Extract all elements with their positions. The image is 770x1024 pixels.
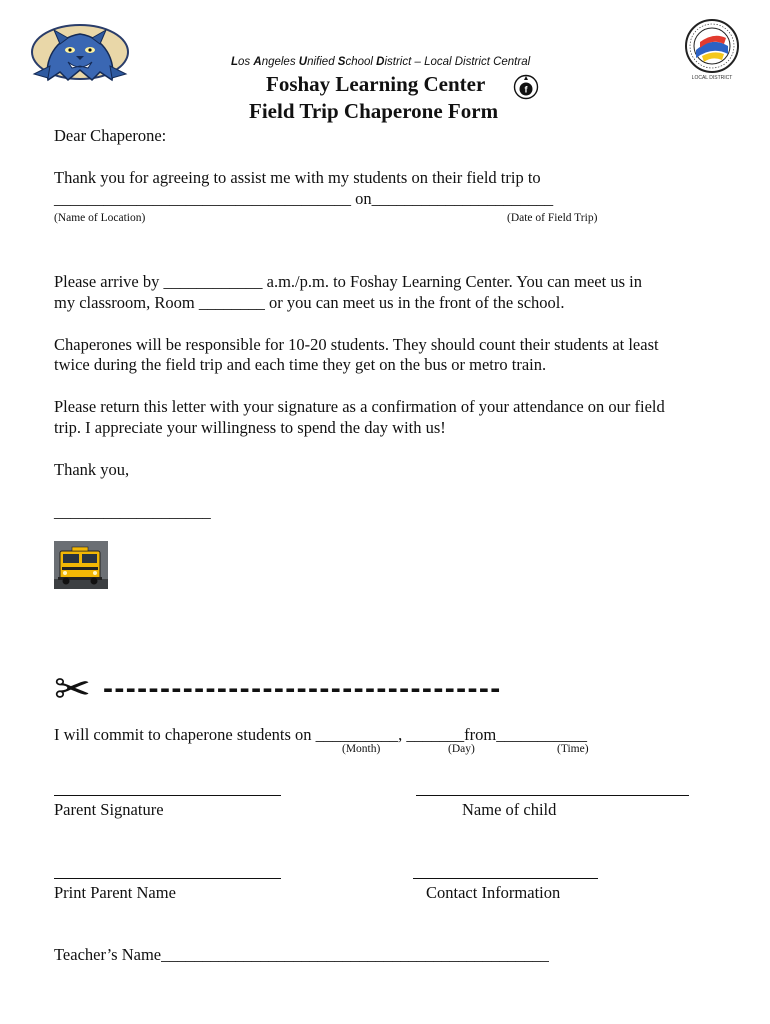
arrive-text-2: my classroom, Room ________ or you can meet us in the front of the school. bbox=[54, 293, 565, 312]
day-caption: (Day) bbox=[448, 743, 475, 755]
scissors-icon: ✂ bbox=[54, 664, 91, 715]
parent-signature-label: Parent Signature bbox=[54, 800, 164, 819]
responsibility-text-2: twice during the field trip and each time they get on the bus or metro train. bbox=[54, 355, 547, 374]
page-title: Foshay Learning Center bbox=[266, 72, 486, 96]
form-title: Field Trip Chaperone Form bbox=[249, 99, 499, 123]
district-part: Los bbox=[231, 56, 254, 68]
teacher-name-blank[interactable]: _______________________________________________ bbox=[161, 945, 549, 964]
commit-text[interactable]: I will commit to chaperone students on __________, _______from___________ bbox=[54, 725, 587, 744]
cut-line: ----------------------------------- bbox=[103, 672, 502, 705]
location-date-line bbox=[54, 188, 553, 209]
district-name bbox=[231, 56, 530, 68]
closing: Thank you, bbox=[54, 460, 130, 479]
seal-text: LOCAL DISTRICT bbox=[691, 75, 733, 81]
on-word: on bbox=[351, 189, 372, 208]
svg-text:f: f bbox=[524, 84, 528, 95]
return-text-1: Please return this letter with your signature as a confirmation of your attendance on our field bbox=[54, 397, 665, 416]
teacher-signature-blank[interactable]: ___________________ bbox=[54, 502, 211, 521]
month-caption: (Month) bbox=[342, 743, 381, 755]
time-caption: (Time) bbox=[557, 743, 589, 755]
contact-info-line[interactable] bbox=[413, 878, 598, 879]
child-name-line[interactable] bbox=[416, 795, 689, 796]
parent-signature-line[interactable] bbox=[54, 795, 281, 796]
date-blank[interactable]: ______________________ bbox=[371, 189, 554, 208]
district-part: District – Local District Central bbox=[376, 56, 531, 68]
date-caption: (Date of Field Trip) bbox=[507, 212, 598, 224]
intro-text: Thank you for agreeing to assist me with my students on their field trip to bbox=[54, 168, 541, 187]
print-name-label: Print Parent Name bbox=[54, 883, 176, 902]
teacher-name-label: Teacher’s Name bbox=[54, 945, 162, 964]
foshay-badge-icon bbox=[513, 74, 539, 100]
contact-label: Contact Information bbox=[426, 883, 561, 902]
district-seal-icon bbox=[684, 18, 740, 74]
location-blank[interactable]: ____________________________________ bbox=[54, 189, 351, 208]
salutation: Dear Chaperone: bbox=[54, 126, 167, 145]
child-name-label: Name of child bbox=[462, 800, 557, 819]
location-caption: (Name of Location) bbox=[54, 212, 146, 224]
responsibility-text-1: Chaperones will be responsible for 10-20 students. They should count their students at least bbox=[54, 335, 659, 354]
district-part: School bbox=[337, 56, 377, 68]
return-text-2: trip. I appreciate your willingness to spend the day with us! bbox=[54, 418, 446, 437]
teacher-name-field bbox=[54, 944, 549, 965]
panther-mascot-logo bbox=[30, 22, 130, 84]
print-name-line[interactable] bbox=[54, 878, 281, 879]
district-part: Angeles bbox=[253, 56, 299, 68]
school-bus-icon bbox=[54, 541, 108, 589]
arrive-text-1: Please arrive by ____________ a.m./p.m. to Foshay Learning Center. You can meet us in bbox=[54, 272, 642, 291]
district-part: Unified bbox=[298, 56, 338, 68]
